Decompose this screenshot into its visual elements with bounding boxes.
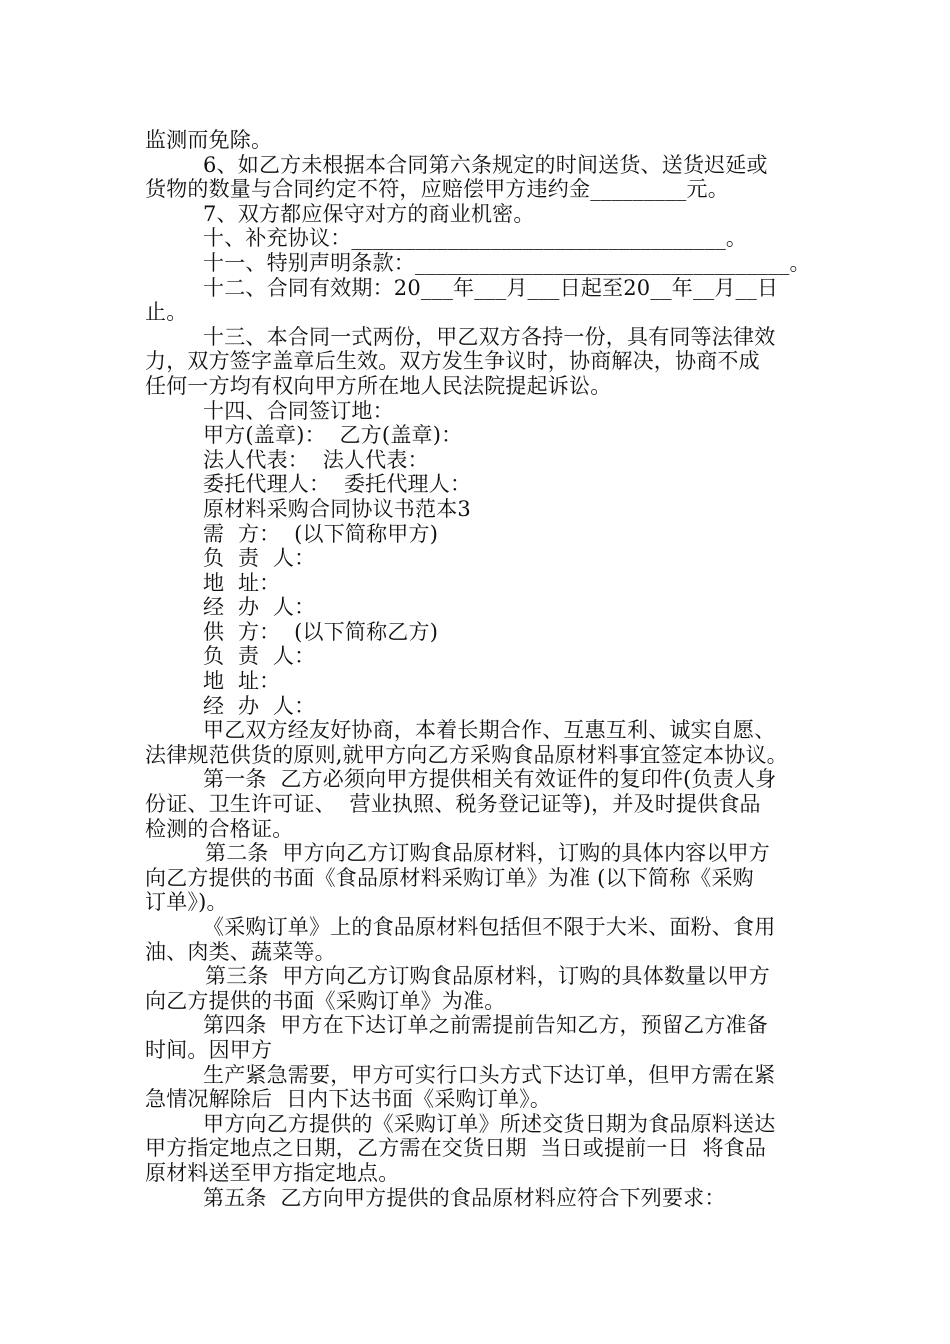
text-line: 地 址： [203,669,281,694]
text-line: 货物的数量与合同约定不符，应赔偿甲方违约金_________元。 [145,177,729,202]
text-line: 原材料送至甲方指定地点。 [145,1160,400,1185]
text-line: 十一、特别声明条款：___________________________________。 [203,250,811,275]
text-line: 《采购订单》上的食品原材料包括但不限于大米、面粉、食用 [203,915,776,939]
text-line: 止。 [145,300,188,325]
text-line: 第二条 甲方向乙方订购食品原材料，订购的具体内容以甲方 [205,841,770,866]
text-line: 向乙方提供的书面《食品原材料采购订单》为准 (以下简称《采购 [145,865,754,890]
text-line: 甲方指定地点之日期，乙方需在交货日期 当日或提前一日 将食品 [145,1136,767,1161]
text-line: 监测而免除。 [145,128,273,152]
text-line: 第三条 甲方向乙方订购食品原材料，订购的具体数量以甲方 [205,964,770,989]
text-line: 任何一方均有权向甲方所在地人民法院提起诉讼。 [145,373,612,398]
text-line: 十、补充协议：___________________________________。 [203,226,748,251]
text-line: 法人代表： 法人代表： [203,447,429,472]
text-line: 十二、合同有效期：20___年___月___日起至20__年__月__日 [203,275,779,300]
text-line: 6、如乙方未根据本合同第六条规定的时间送货、送货迟延或 [203,152,768,177]
text-line: 时间。因甲方 [145,1037,273,1062]
text-line: 委托代理人： 委托代理人： [203,472,472,497]
text-line: 急情况解除后 日内下达书面《采购订单》。 [145,1087,552,1112]
text-line: 负 责 人： [203,546,316,571]
text-line: 份证、卫生许可证、 营业执照、税务登记证等)，并及时提供食品 [145,792,761,817]
text-line: 第一条 乙方必须向甲方提供相关有效证件的复印件(负责人身 [203,767,777,792]
document-body [145,128,813,1210]
text-line: 向乙方提供的书面《采购订单》为准。 [145,988,506,1013]
text-line: 7、双方都应保守对方的商业机密。 [203,201,535,226]
text-line: 十四、合同签订地： [203,398,394,423]
text-line: 原材料采购合同协议书范本3 [203,496,471,521]
text-line: 力，双方签字盖章后生效。双方发生争议时，协商解决，协商不成 [145,349,760,374]
text-line: 甲方(盖章)： 乙方(盖章)： [203,423,463,448]
text-line: 法律规范供货的原则,就甲方向乙方采购食品原材料事宜签定本协议。 [145,742,788,767]
text-line: 地 址： [203,570,281,595]
text-line: 第四条 甲方在下达订单之前需提前告知乙方，预留乙方准备 [203,1013,768,1038]
text-line: 经 办 人： [203,693,316,718]
text-line: 十三、本合同一式两份，甲乙双方各持一份，具有同等法律效 [203,324,776,349]
text-line: 供 方： (以下简称乙方) [203,619,439,644]
text-line: 第五条 乙方向甲方提供的食品原材料应符合下列要求： [203,1185,726,1210]
text-line: 负 责 人： [203,644,316,669]
text-line: 订单》)。 [145,890,228,915]
text-line: 甲乙双方经友好协商，本着长期合作、互惠互利、诚实自愿、 [203,718,776,743]
text-line: 需 方： (以下简称甲方) [203,521,439,546]
text-line: 检测的合格证。 [145,816,294,841]
text-line: 生产紧急需要，甲方可实行口头方式下达订单，但甲方需在紧 [203,1062,776,1087]
text-line: 经 办 人： [203,595,316,620]
text-line: 甲方向乙方提供的《采购订单》所述交货日期为食品原料送达 [203,1111,776,1136]
text-line: 油、肉类、蔬菜等。 [145,939,336,964]
